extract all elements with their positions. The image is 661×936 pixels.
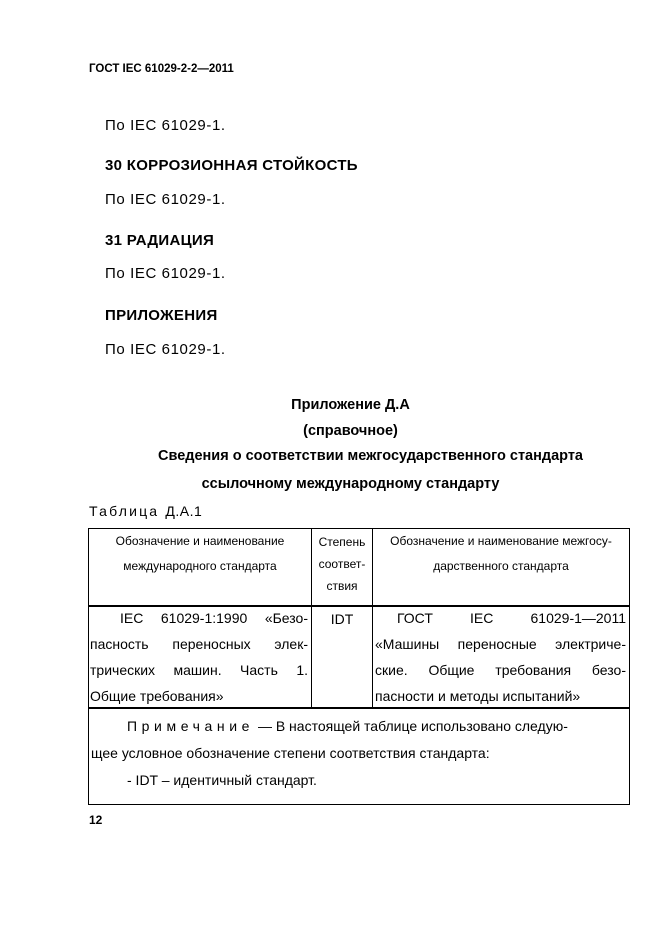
note-line: щее условное обозначение степени соответствия стандарта: [91, 745, 490, 761]
header-interstate-standard [374, 531, 628, 576]
reference-text: По IEC 61029-1. [105, 117, 226, 134]
cell-line: «Машины переносные электриче- [375, 636, 626, 652]
appendices-title: ПРИЛОЖЕНИЯ [105, 307, 218, 324]
note-label: Примечание [127, 718, 255, 734]
table-caption [89, 503, 202, 519]
header-line: соответ- [318, 557, 366, 571]
header-line: международного стандарта [123, 559, 277, 573]
page-number: 12 [89, 813, 103, 827]
cell-line: ГОСТ IEC 61029-1—2011 [397, 610, 626, 626]
correspondence-table [88, 528, 630, 805]
table-cell-international [90, 605, 308, 709]
table-cell-degree: IDT [330, 611, 354, 627]
header-international-standard [91, 531, 309, 576]
reference-text: По IEC 61029-1. [105, 191, 226, 208]
section-30-title: 30 КОРРОЗИОННАЯ СТОЙКОСТЬ [105, 157, 358, 174]
table-cell-interstate [375, 605, 626, 709]
header-line: дарственного стандарта [433, 559, 569, 573]
cell-line: пасность переносных элек- [90, 636, 308, 652]
cell-line: трических машин. Часть 1. [90, 662, 308, 678]
cell-line: Общие требования» [90, 688, 224, 704]
note-line: - IDT – идентичный стандарт. [127, 772, 317, 788]
cell-line: IEC 61029-1:1990 «Безо- [120, 610, 308, 626]
annex-title: Приложение Д.А [291, 397, 410, 413]
table-note [91, 713, 625, 794]
annex-subtitle-line1: Сведения о соответствии межгосударственного стандарта [158, 448, 583, 464]
column-divider [372, 529, 373, 707]
note-text: — В настоящей таблице использовано следую- [257, 718, 568, 734]
cell-line: пасности и методы испытаний» [375, 688, 581, 704]
header-line: ствия [326, 579, 358, 593]
header-line: Обозначение и наименование межгосу- [390, 534, 612, 548]
note-line [91, 713, 625, 740]
section-31-title: 31 РАДИАЦИЯ [105, 232, 215, 249]
header-line: Обозначение и наименование [115, 534, 285, 548]
annex-subtitle-line2: ссылочному международному стандарту [201, 476, 500, 492]
table-caption-number: Д.А.1 [165, 503, 203, 519]
cell-line: ские. Общие требования безо- [375, 662, 626, 678]
annex-kind: (справочное) [303, 423, 398, 439]
reference-text: По IEC 61029-1. [105, 265, 226, 282]
table-caption-prefix: Таблица [89, 503, 160, 519]
reference-text: По IEC 61029-1. [105, 341, 226, 358]
header-degree [312, 531, 372, 597]
document-header: ГОСТ IEC 61029-2-2—2011 [89, 63, 234, 75]
header-line: Степень [318, 535, 366, 549]
